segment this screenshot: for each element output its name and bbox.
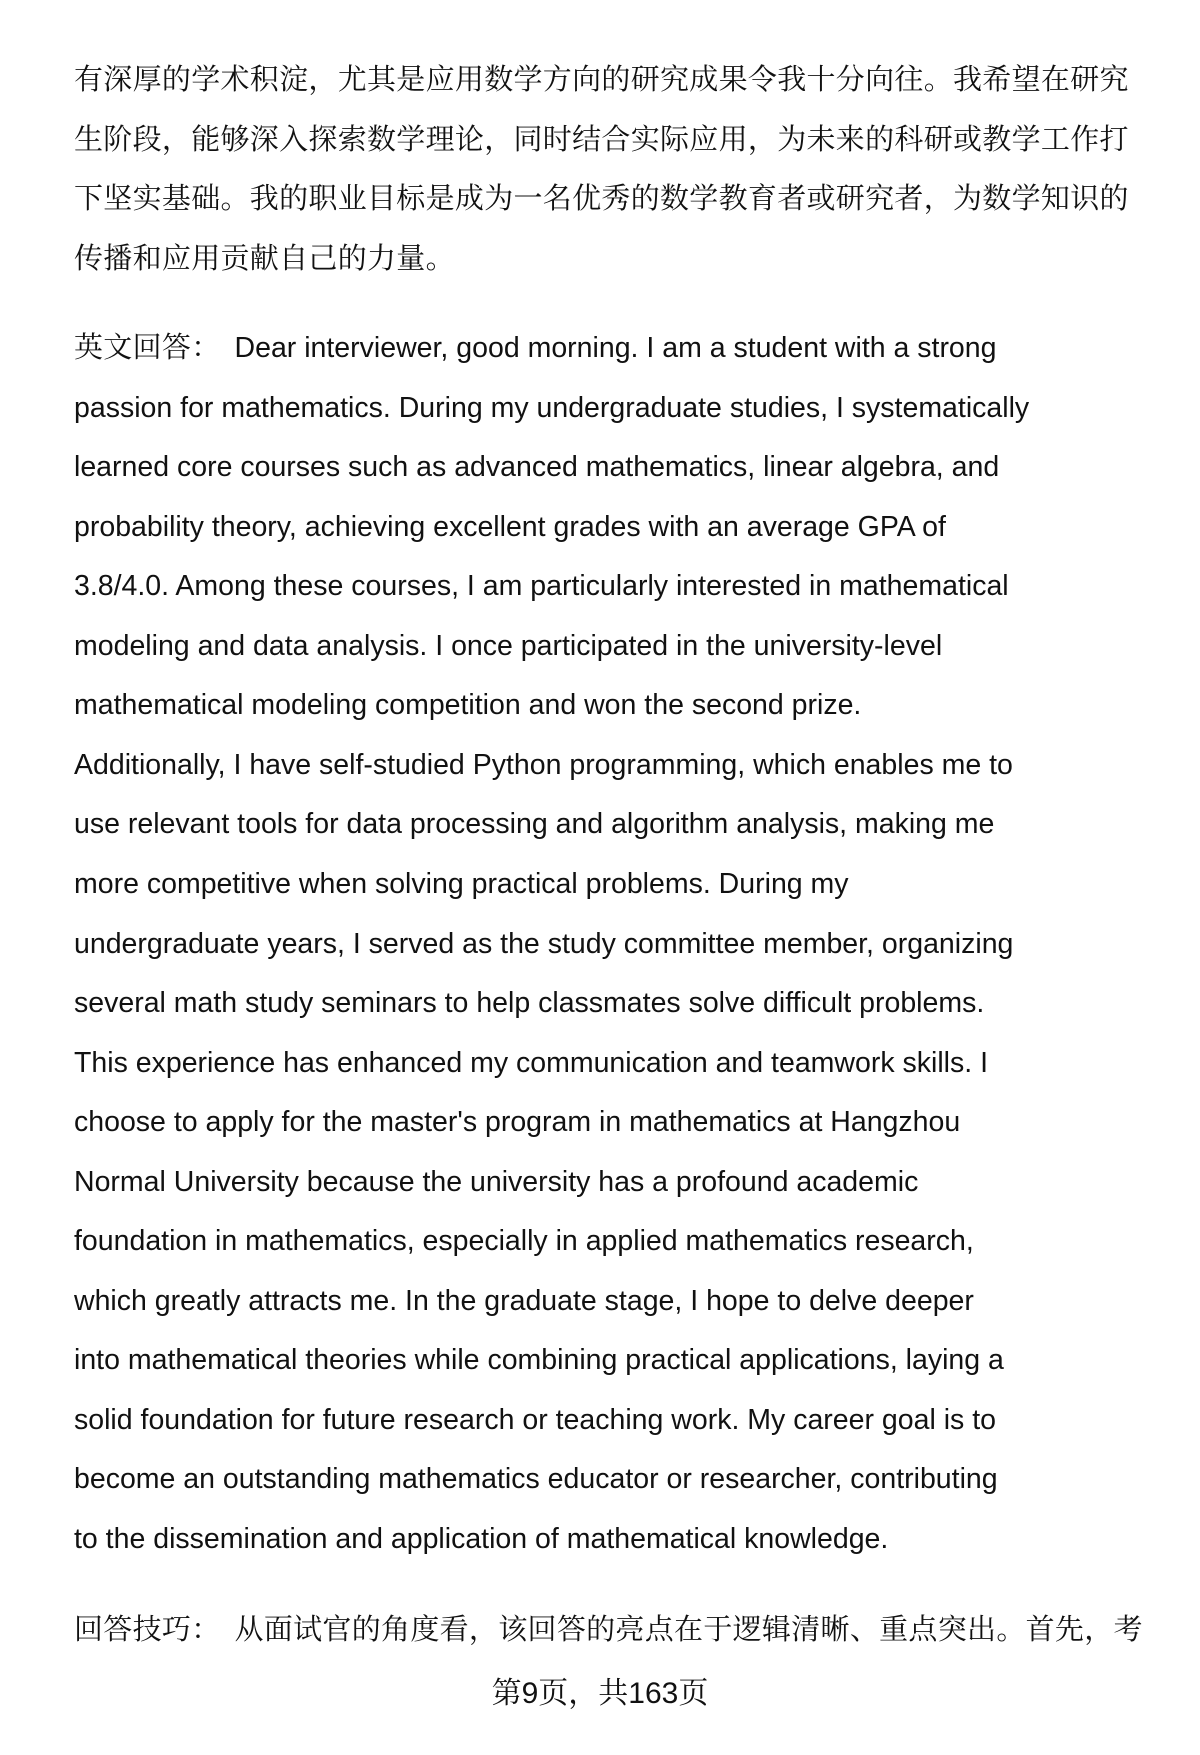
text-line [74, 745, 1013, 785]
text-line [74, 447, 999, 487]
text-line [74, 864, 849, 904]
text-line-content: which greatly attracts me. In the graduate stage, I hope to delve deeper [74, 1284, 974, 1317]
text-line [74, 1102, 960, 1142]
text-line-content: Normal University because the university has a profound academic [74, 1165, 919, 1198]
english-answer-label: 英文回答： [74, 332, 221, 364]
text-line [74, 804, 994, 844]
text-line [74, 1281, 974, 1321]
text-line: 有深厚的学术积淀，尤其是应用数学方向的研究成果令我十分向往。我希望在研究 [74, 64, 1129, 96]
text-line-content: modeling and data analysis. I once participated in the university-level [74, 629, 943, 662]
text-line: 下坚实基础。我的职业目标是成为一名优秀的数学教育者或研究者，为数学知识的 [74, 183, 1129, 215]
text-line [74, 1162, 918, 1202]
text-line-content: learned core courses such as advanced mathematics, linear algebra, and [74, 451, 1000, 484]
text-line-content: This experience has enhanced my communication and teamwork skills. I [74, 1046, 989, 1079]
text-line [74, 1400, 996, 1440]
text-line-content: probability theory, achieving excellent grades with an average GPA of [74, 510, 946, 543]
text-line [74, 924, 1013, 964]
text-line: 传播和应用贡献自己的力量。 [74, 243, 455, 275]
text-line [74, 685, 861, 725]
text-line-content: 3.8/4.0. Among these courses, I am particularly interested in mathematical [74, 570, 1009, 603]
text-line-content: become an outstanding mathematics educator or researcher, contributing [74, 1463, 998, 1496]
text-line: 生阶段，能够深入探索数学理论，同时结合实际应用，为未来的科研或教学工作打 [74, 124, 1129, 156]
tips-text: 从面试官的角度看，该回答的亮点在于逻辑清晰、重点突出。首先，考 [234, 1614, 1143, 1646]
text-line-content: into mathematical theories while combining practical applications, laying a [74, 1344, 1004, 1377]
text-line [74, 1459, 998, 1499]
page-number: 第9页，共163页 [491, 1677, 709, 1710]
tips-label: 回答技巧： [74, 1614, 221, 1646]
text-line [74, 507, 946, 547]
text-line-content: foundation in mathematics, especially in applied mathematics research, [74, 1225, 974, 1258]
text-line [74, 1221, 974, 1261]
text-line-content: use relevant tools for data processing and algorithm analysis, making me [74, 808, 995, 841]
text-line-content: mathematical modeling competition and won the second prize. [74, 689, 862, 722]
text-line [74, 1519, 888, 1559]
text-line-content: several math study seminars to help classmates solve difficult problems. [74, 987, 985, 1020]
text-line [74, 328, 997, 368]
text-line-content: undergraduate years, I served as the study committee member, organizing [74, 927, 1014, 960]
text-line-content: passion for mathematics. During my undergraduate studies, I systematically [74, 391, 1030, 424]
text-line [74, 566, 1009, 606]
text-line [74, 626, 942, 666]
text-line-content: Additionally, I have self-studied Python programming, which enables me to [74, 748, 1013, 781]
text-line-content: to the dissemination and application of mathematical knowledge. [74, 1523, 889, 1555]
text-line [74, 983, 984, 1023]
text-line-content: solid foundation for future research or teaching work. My career goal is to [74, 1403, 996, 1436]
text-line [74, 388, 1029, 428]
text-line-content: Dear interviewer, good morning. I am a student with a strong [234, 332, 997, 364]
text-line [74, 1340, 1004, 1380]
text-line-content: choose to apply for the master's program in mathematics at Hangzhou [74, 1106, 961, 1139]
answer-tips [74, 1610, 1143, 1650]
text-line-content: more competitive when solving practical problems. During my [74, 867, 849, 900]
text-line [74, 1043, 988, 1083]
